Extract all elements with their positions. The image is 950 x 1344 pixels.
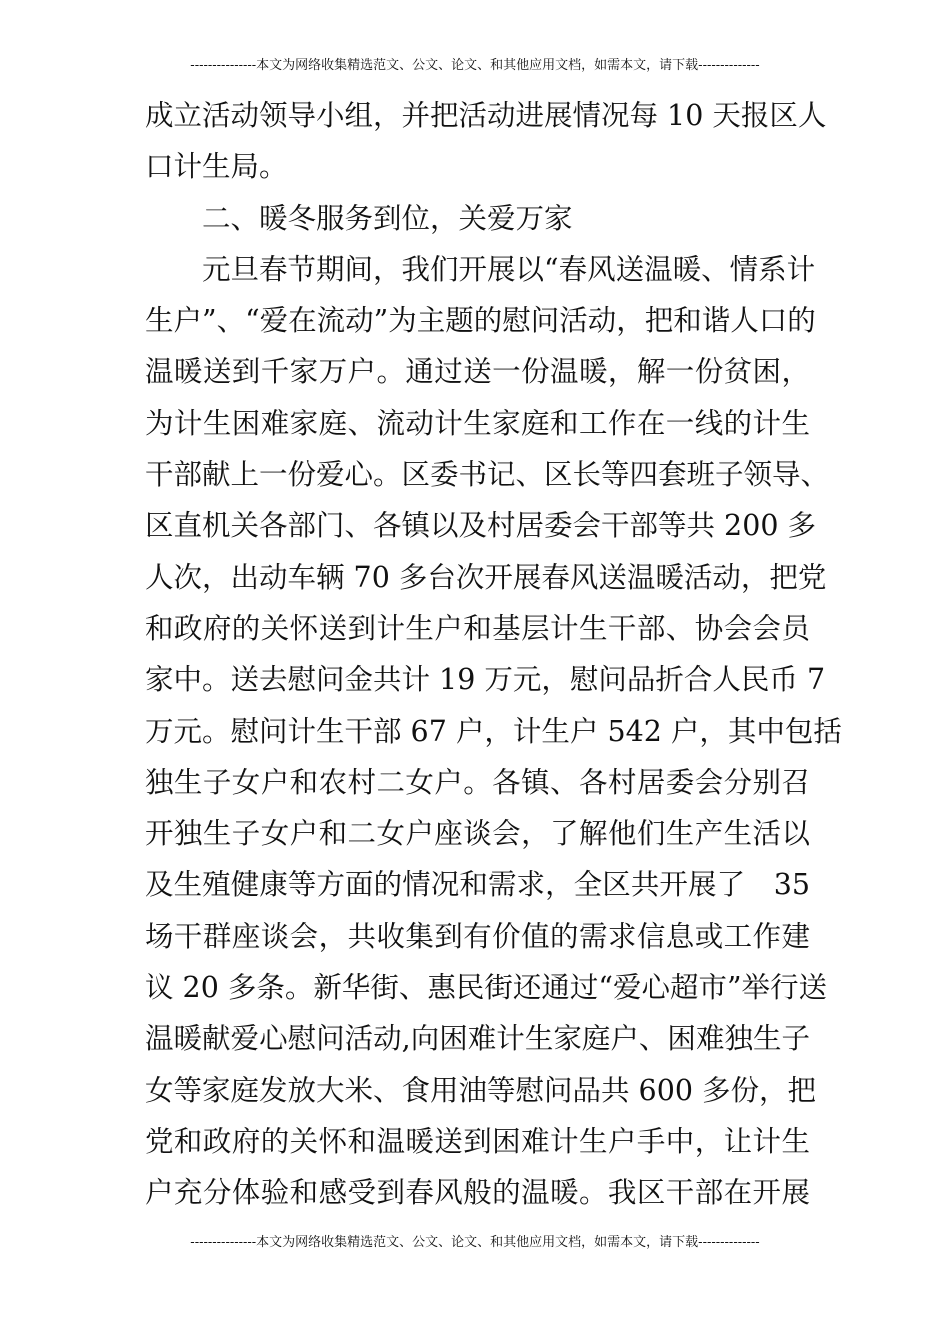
text-line: 和政府的关怀送到计生户和基层计生干部、协会会员 [145, 611, 810, 645]
text-line: 元旦春节期间，我们开展以“春风送温暖、情系计 [202, 252, 816, 286]
footer-banner: ---------------本文为网络收集精选范文、公文、论文、和其他应用文档，如需本文，请下载-------------- [190, 1235, 760, 1250]
text-line: 干部献上一份爱心。区委书记、区长等四套班子领导、 [145, 458, 830, 492]
text-line: 口计生局。 [145, 150, 288, 184]
text-line: 家中。送去慰问金共计 19 万元，慰问品折合人民币 7 [145, 663, 826, 697]
text-line: 议 20 多条。新华街、惠民街还通过“爱心超市”举行送 [145, 971, 828, 1005]
text-line: 生户”、“爱在流动”为主题的慰问活动，把和谐人口的 [145, 304, 816, 338]
text-line: 场干群座谈会，共收集到有价值的需求信息或工作建 [145, 919, 810, 953]
text-line: 女等家庭发放大米、食用油等慰问品共 600 多份，把 [145, 1073, 817, 1107]
header-banner: ---------------本文为网络收集精选范文、公文、论文、和其他应用文档，如需本文，请下载-------------- [190, 58, 760, 73]
text-line: 开独生子女户和二女户座谈会，了解他们生产生活以 [145, 817, 810, 851]
text-line: 温暖献爱心慰问活动,向困难计生家庭户、困难独生子 [145, 1022, 810, 1056]
text-line: 万元。慰问计生干部 67 户，计生户 542 户，其中包括 [145, 714, 842, 748]
text-line: 独生子女户和农村二女户。各镇、各村居委会分别召 [145, 765, 810, 799]
text-line: 成立活动领导小组，并把活动进展情况每 10 天报区人 [145, 99, 827, 132]
text-line: 党和政府的关怀和温暖送到困难计生户手中，让计生 [145, 1124, 810, 1158]
text-line: 区直机关各部门、各镇以及村居委会干部等共 200 多 [145, 509, 817, 543]
text-line: 为计生困难家庭、流动计生家庭和工作在一线的计生 [145, 406, 810, 440]
section-heading: 二、暖冬服务到位，关爱万家 [202, 201, 573, 235]
text-line: 人次，出动车辆 70 多台次开展春风送温暖活动，把党 [145, 560, 827, 594]
text-line: 及生殖健康等方面的情况和需求，全区共开展了 35 [145, 868, 810, 902]
text-line: 温暖送到千家万户。通过送一份温暖，解一份贫困， [145, 355, 810, 389]
text-line: 户充分体验和感受到春风般的温暖。我区干部在开展 [145, 1176, 810, 1210]
body-text [145, 90, 842, 1219]
